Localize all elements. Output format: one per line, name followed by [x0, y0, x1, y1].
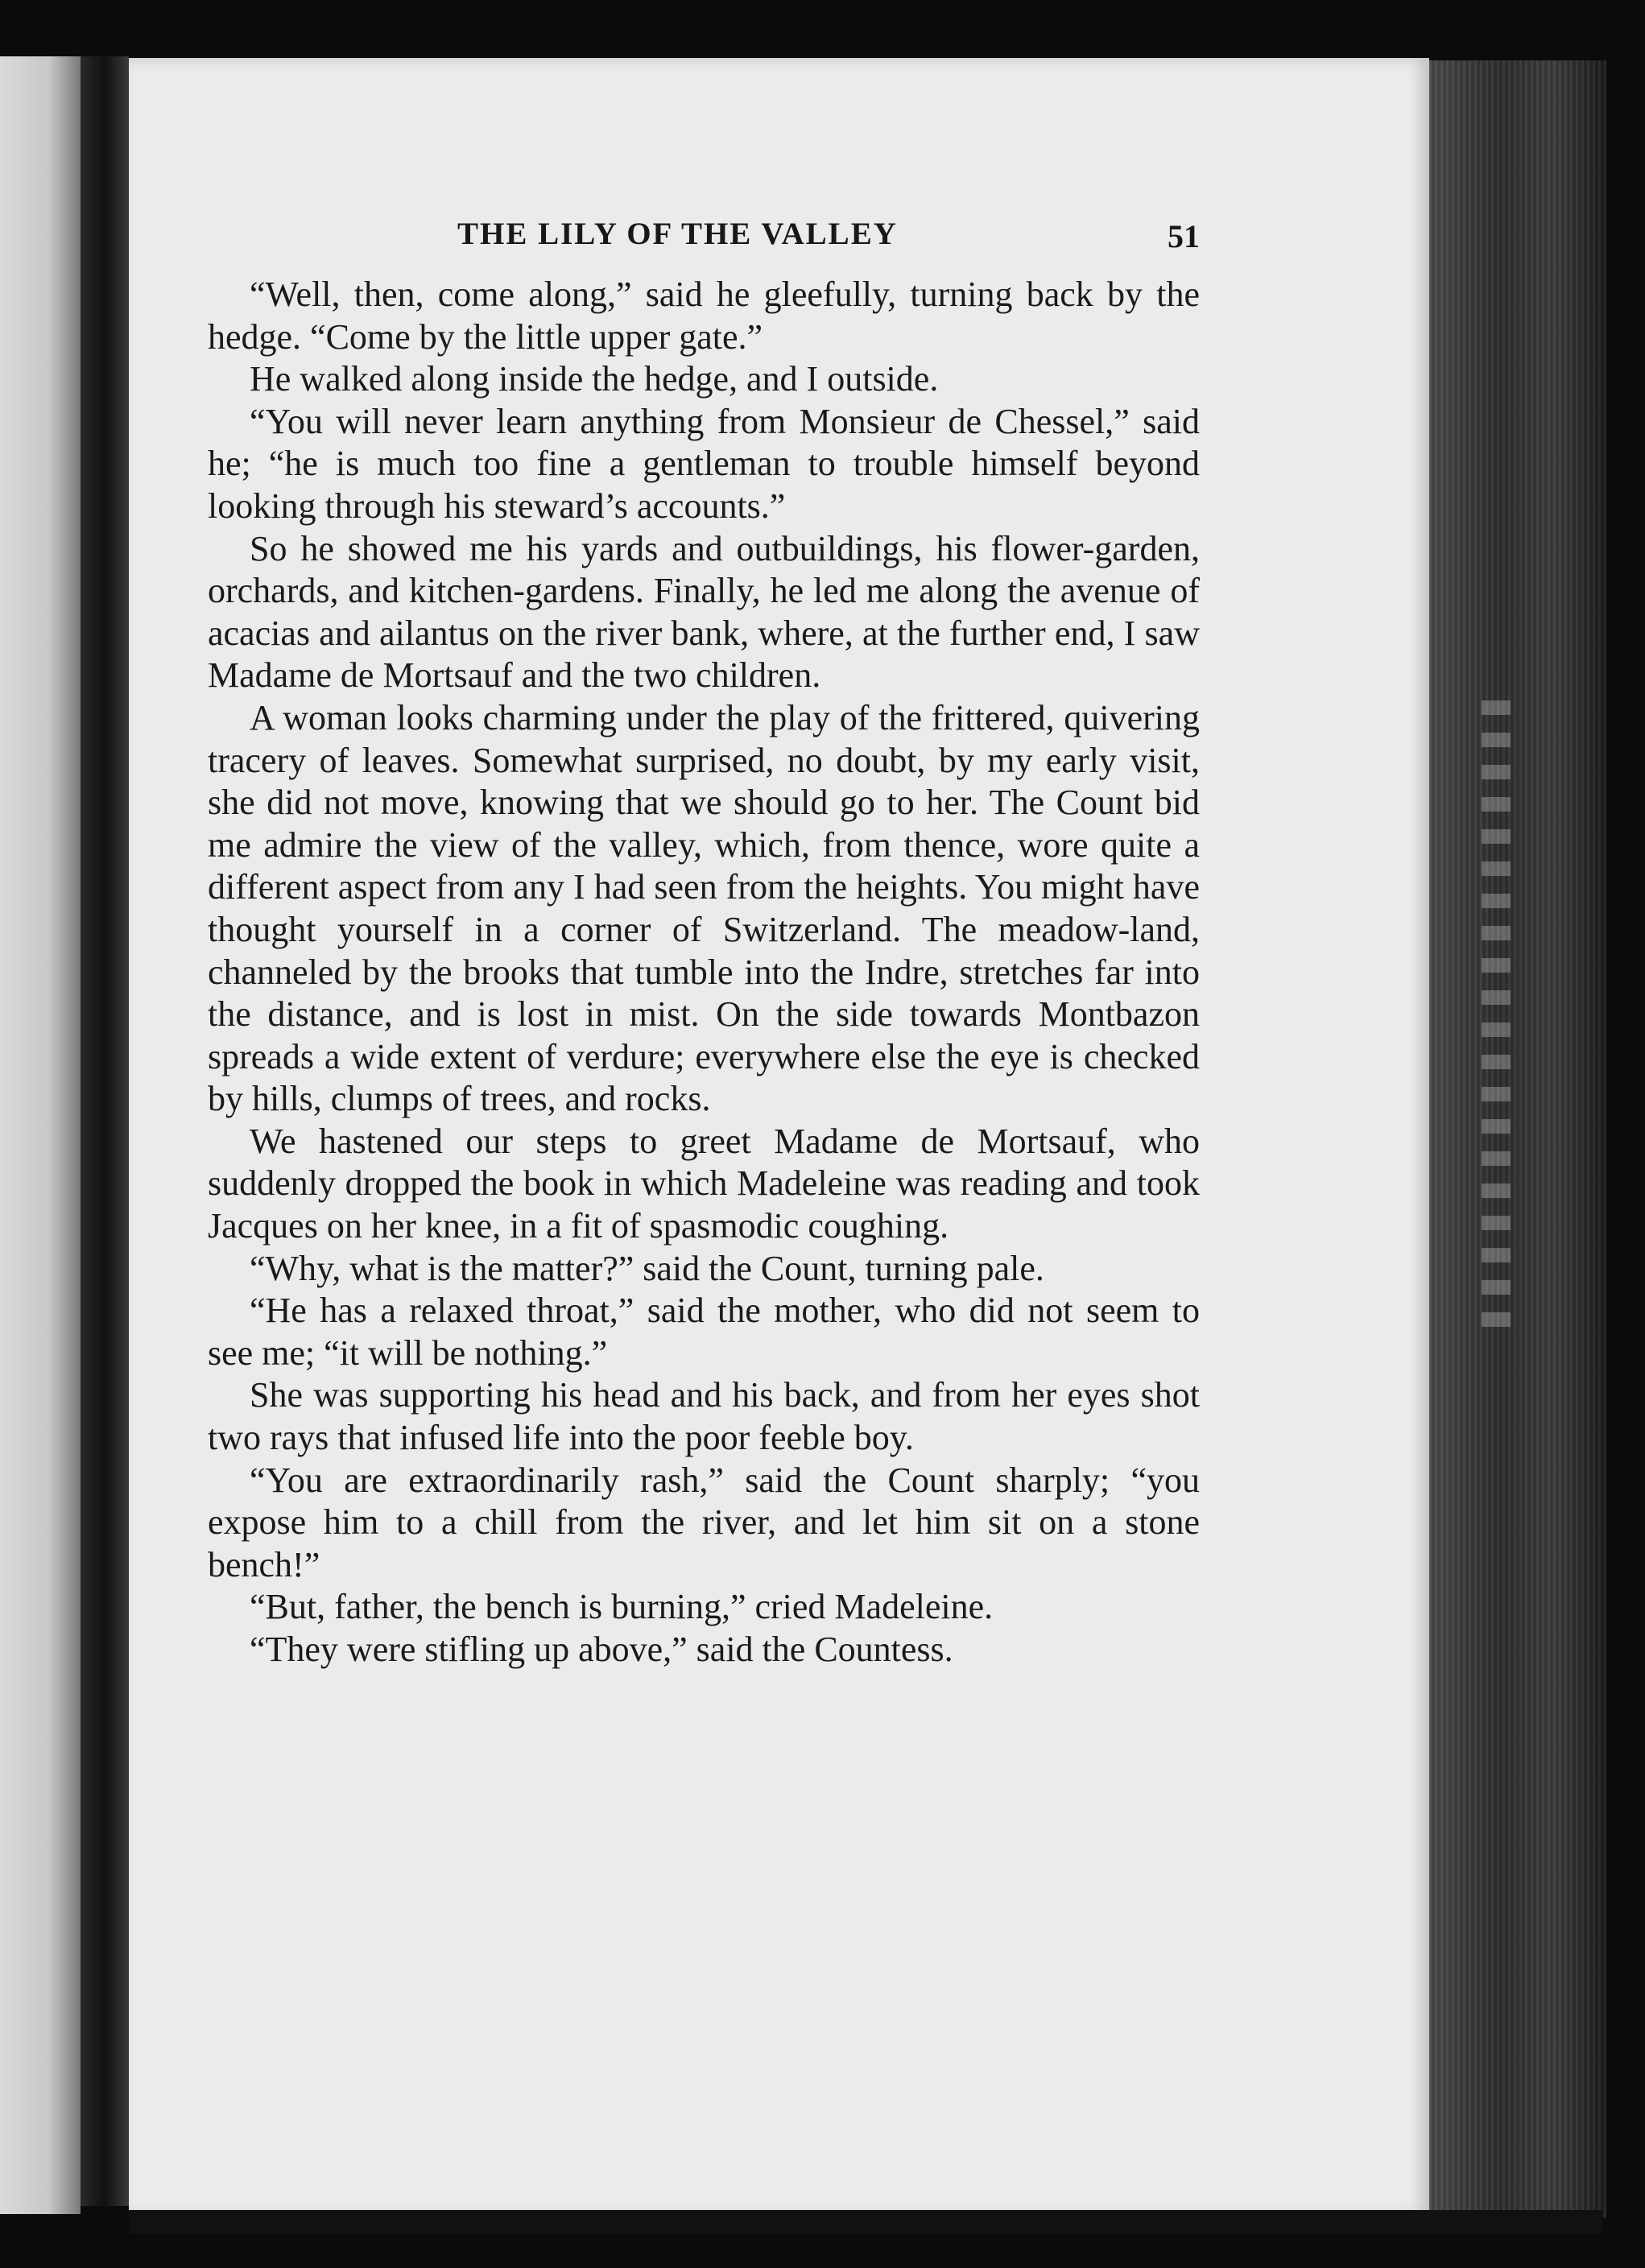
paragraph: She was supporting his head and his back, and from her eyes shot two rays that infused life into the poor feeble boy.: [208, 1375, 1200, 1458]
facing-page-edge: [0, 56, 81, 2214]
page-bottom-shadow: [129, 2210, 1602, 2234]
paragraph: “But, father, the bench is burning,” cried Madeleine.: [250, 1587, 994, 1627]
page-header: [129, 216, 1429, 264]
paragraph: “Well, then, come along,” said he gleefully, turning back by the hedge. “Come by the little upper gate.”: [208, 275, 1200, 357]
paragraph: “You will never learn anything from Monsieur de Chessel,” said he; “he is much too fine a gentleman to trouble himself beyond looking through his steward’s accounts.”: [208, 401, 1200, 526]
book-spine: [1429, 60, 1606, 2218]
body-text: [208, 274, 1200, 1671]
paragraph: A woman looks charming under the play of the frittered, quivering tracery of leaves. Somewhat surprised, no doubt, by my early visit, she did not move, knowing that we should go to her. The Count bid me admire the view of the valley, which, from thence, wore quite a different aspect from any I had seen from the heights. You might have thought yourself in a corner of Switzerland. The meadow-land, channeled by the brooks that tumble into the Indre, stretches far into the distance, and is lost in mist. On the side towards Montbazon spreads a wide extent of verdure; everywhere else the eye is checked by hills, clumps of trees, and rocks.: [208, 697, 1200, 1119]
book-gutter: [81, 56, 129, 2206]
paragraph: “They were stifling up above,” said the Countess.: [250, 1630, 953, 1669]
running-title: THE LILY OF THE VALLEY: [457, 217, 898, 251]
paragraph: So he showed me his yards and outbuildings, his flower-garden, orchards, and kitchen-gardens. Finally, he led me along the avenue of acacias and ailantus on the river bank, where, at the further end, I saw Madame de Mortsauf and the two children.: [208, 528, 1200, 696]
paragraph: He walked along inside the hedge, and I outside.: [250, 359, 939, 399]
page-number: 51: [1168, 218, 1200, 254]
paragraph: “He has a relaxed throat,” said the mother, who did not seem to see me; “it will be nothing.”: [208, 1291, 1200, 1373]
paragraph: “Why, what is the matter?” said the Count, turning pale.: [250, 1248, 1044, 1288]
spine-lettering: [1482, 700, 1511, 1328]
paragraph: “You are extraordinarily rash,” said the Count sharply; “you expose him to a chill from the river, and let him sit on a stone bench!”: [208, 1460, 1200, 1584]
paragraph: We hastened our steps to greet Madame de Mortsauf, who suddenly dropped the book in which Madeleine was reading and took Jacques on her knee, in a fit of spasmodic coughing.: [208, 1121, 1200, 1246]
